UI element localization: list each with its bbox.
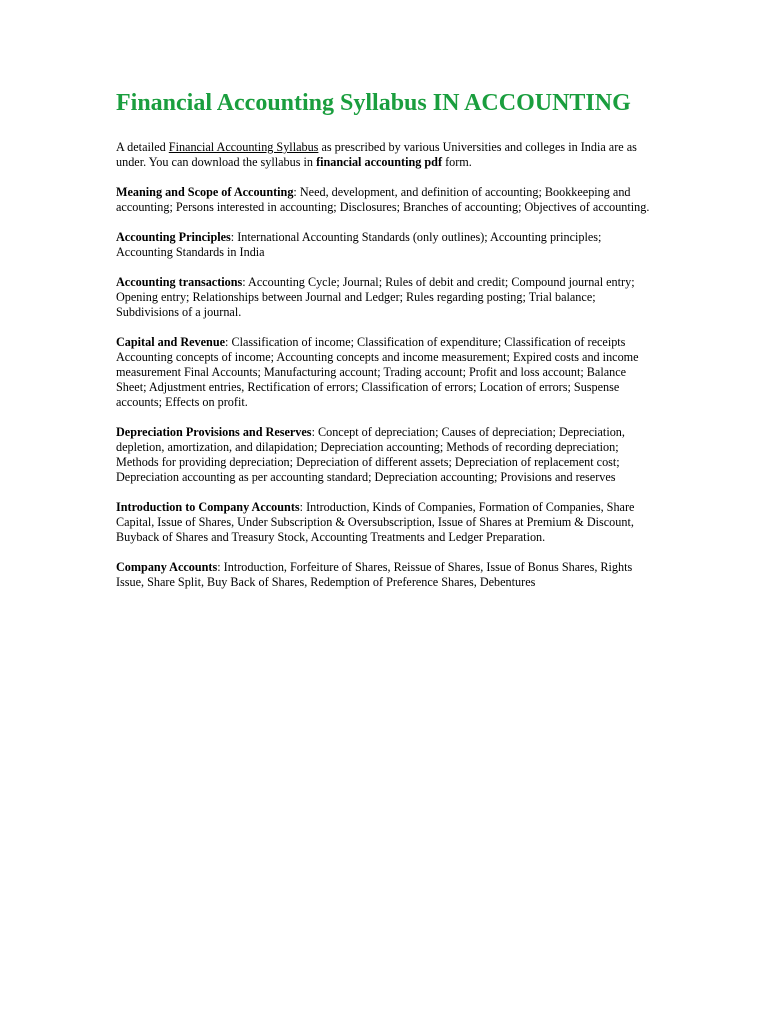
section-body: : Need, development, and definition of accounting; Bookkeeping and accounting; Persons interested in accounting; Disclosures; Branches of accounting; Objectives of accounting. — [116, 185, 650, 214]
section-meaning-scope — [116, 185, 656, 215]
section-body: : Introduction, Forfeiture of Shares, Reissue of Shares, Issue of Bonus Shares, Rights Issue, Share Split, Buy Back of Shares, Redemption of Preference Shares, Debentures — [116, 560, 633, 589]
section-accounting-principles — [116, 230, 656, 260]
intro-suffix: form. — [442, 155, 472, 169]
section-heading: Introduction to Company Accounts — [116, 500, 300, 514]
section-depreciation — [116, 425, 656, 485]
section-body: : Classification of income; Classification of expenditure; Classification of receipts Accounting concepts of income; Accounting concepts and income measurement; Expired costs and income measurement Final Accounts; Manufacturing account; Trading account; Profit and loss account; Balance Sheet; Adjustment entries, Rectification of errors; Classification of errors; Location of errors; Suspense accounts; Effects on profit. — [116, 335, 639, 409]
section-body: : Accounting Cycle; Journal; Rules of debit and credit; Compound journal entry; Opening entry; Relationships between Journal and Ledger; Rules regarding posting; Trial balance; Subdivisions of a journal. — [116, 275, 635, 319]
section-capital-revenue — [116, 335, 656, 410]
section-intro-company-accounts — [116, 500, 656, 545]
intro-paragraph — [116, 140, 656, 170]
syllabus-link[interactable]: Financial Accounting Syllabus — [168, 140, 319, 154]
section-body: : International Accounting Standards (only outlines); Accounting principles; Accounting Standards in India — [116, 230, 602, 259]
intro-middle: as prescribed by various Universities and colleges in India are as under. You can download the syllabus in — [116, 140, 637, 169]
section-heading: Accounting transactions — [116, 275, 243, 289]
intro-bold-text: financial accounting pdf — [316, 155, 443, 169]
intro-prefix: A detailed — [116, 140, 169, 154]
document-page — [116, 88, 656, 605]
section-heading: Meaning and Scope of Accounting — [116, 185, 294, 199]
section-heading: Company Accounts — [116, 560, 218, 574]
section-heading: Accounting Principles — [116, 230, 231, 244]
section-company-accounts — [116, 560, 656, 590]
page-title: Financial Accounting Syllabus IN ACCOUNTING — [116, 90, 631, 116]
section-heading: Depreciation Provisions and Reserves — [116, 425, 312, 439]
section-body: : Concept of depreciation; Causes of depreciation; Depreciation, depletion, amortization, and dilapidation; Depreciation accounting; Methods of recording depreciation; Methods for providing depreciation; Depreciation of different assets; Depreciation of replacement cost; Depreciation accounting as per accounting standard; Depreciation accounting; Provisions and reserves — [116, 425, 625, 484]
section-heading: Capital and Revenue — [116, 335, 226, 349]
section-body: : Introduction, Kinds of Companies, Formation of Companies, Share Capital, Issue of Shares, Under Subscription & Oversubscription, Issue of Shares at Premium & Discount, Buyback of Shares and Treasury Stock, Accounting Treatments and Ledger Preparation. — [116, 500, 635, 544]
section-accounting-transactions — [116, 275, 656, 320]
